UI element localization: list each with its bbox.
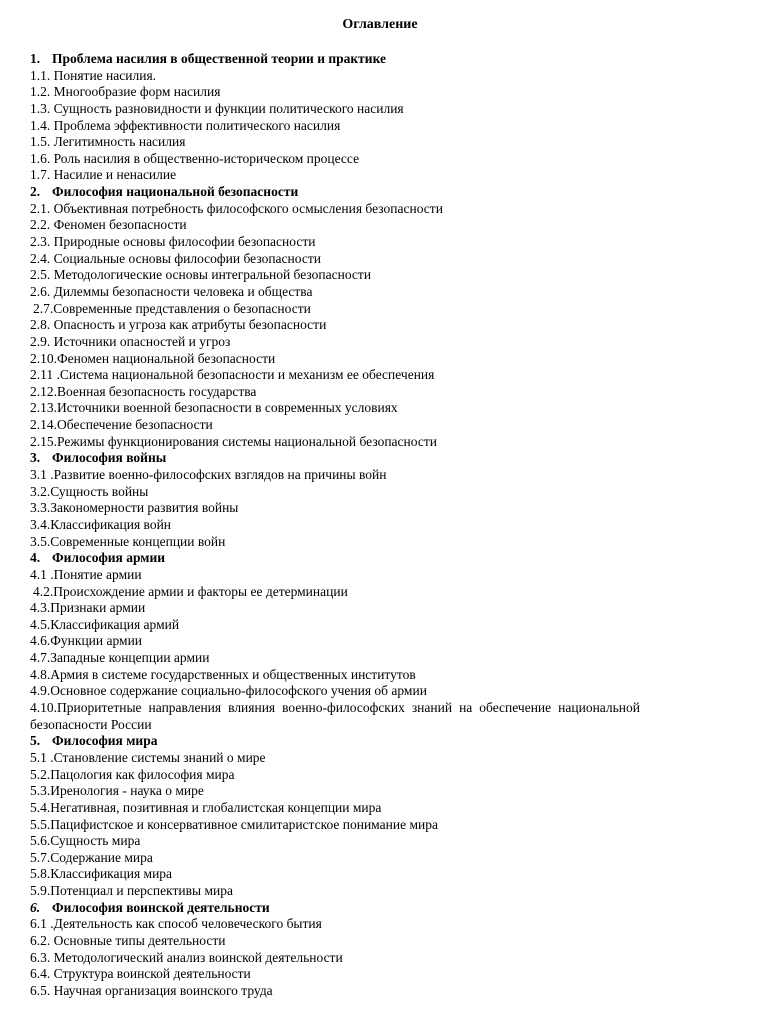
subsection-item: 4.8.Армия в системе государственных и общественных институтов: [30, 666, 416, 682]
table-of-contents: [30, 51, 640, 1000]
subsection-item: 6.5. Научная организация воинского труда: [30, 982, 273, 998]
subsection-item: 4.7.Западные концепции армии: [30, 650, 210, 666]
subsection-item: 3.3.Закономерности развития войны: [30, 500, 239, 516]
section-heading: [30, 733, 640, 750]
section-number: 2.: [30, 184, 41, 200]
subsection-item: 5.7.Содержание мира: [30, 849, 153, 865]
section-number: 4.: [30, 550, 41, 566]
subsection-item: 1.3. Сущность разновидности и функции политического насилия: [30, 100, 404, 116]
subsection-item: 4.9.Основное содержание социально-философского учения об армии: [30, 683, 427, 699]
subsection-item: 2.3. Природные основы философии безопасности: [30, 234, 316, 250]
subsection-item: 5.1 .Становление системы знаний о мире: [30, 749, 266, 765]
subsection-item: 5.4.Негативная, позитивная и глобалистская концепции мира: [30, 799, 382, 815]
subsection-item: 5.9.Потенциал и перспективы мира: [30, 883, 233, 899]
section-number: 3.: [30, 450, 41, 466]
subsection-item: 3.1 .Развитие военно-философских взглядов на причины войн: [30, 467, 387, 483]
section-heading: [30, 900, 640, 917]
subsection-item: 5.3.Иренология - наука о мире: [30, 783, 204, 799]
subsection-item: 2.11 .Система национальной безопасности и механизм ее обеспечения: [30, 367, 435, 383]
section-number: 1.: [30, 51, 41, 66]
section-number: 5.: [30, 733, 41, 749]
subsection-item: 2.14.Обеспечение безопасности: [30, 417, 213, 433]
section-title: Философия армии: [52, 550, 166, 566]
section-title: Философия войны: [52, 450, 167, 466]
subsection-item: 4.6.Функции армии: [30, 633, 143, 649]
subsection-item: 2.13.Источники военной безопасности в современных условиях: [30, 400, 398, 416]
subsection-item: 5.5.Пацифистское и консервативное смилитаристское понимание мира: [30, 816, 438, 832]
subsection-item: 2.12.Военная безопасность государства: [30, 383, 257, 399]
section-title: Философия мира: [52, 733, 158, 749]
subsection-item: 6.3. Методологический анализ воинской деятельности: [30, 949, 343, 965]
subsection-item: 2.7.Современные представления о безопасности: [33, 300, 311, 316]
subsection-item: 2.9. Источники опасностей и угроз: [30, 333, 231, 349]
subsection-item: 4.3.Признаки армии: [30, 600, 146, 616]
section-heading: [30, 550, 640, 567]
section-heading: [30, 51, 640, 68]
section-heading: [30, 184, 640, 201]
subsection-item: 2.1. Объективная потребность философского осмысления безопасности: [30, 200, 443, 216]
section-title: Философия национальной безопасности: [52, 184, 299, 200]
subsection-item: 4.5.Классификация армий: [30, 616, 180, 632]
subsection-item: 3.5.Современные концепции войн: [30, 533, 226, 549]
subsection-item: 3.2.Сущность войны: [30, 483, 149, 499]
subsection-item: 2.10.Феномен национальной безопасности: [30, 350, 276, 366]
subsection-item: 2.8. Опасность и угроза как атрибуты безопасности: [30, 317, 327, 333]
subsection-item: 2.5. Методологические основы интегральной безопасности: [30, 267, 372, 283]
section-heading: [30, 450, 640, 467]
section-title: Философия воинской деятельности: [52, 899, 270, 915]
subsection-item: 1.1. Понятие насилия.: [30, 67, 157, 83]
subsection-item: 3.4.Классификация войн: [30, 516, 172, 532]
subsection-item: 1.7. Насилие и ненасилие: [30, 167, 177, 183]
subsection-item: 2.2. Феномен безопасности: [30, 217, 187, 233]
subsection-item: 6.2. Основные типы деятельности: [30, 932, 226, 948]
subsection-item: 5.8.Классификация мира: [30, 866, 173, 882]
subsection-item: 5.2.Пацология как философия мира: [30, 766, 235, 782]
subsection-item: 1.5. Легитимность насилия: [30, 134, 186, 150]
subsection-item: 4.1 .Понятие армии: [30, 566, 142, 582]
subsection-item: 5.6.Сущность мира: [30, 833, 141, 849]
section-number: 6.: [30, 899, 41, 915]
subsection-item: 4.10.Приоритетные направления влияния военно-философских знаний на обеспечение национальной безопасности России: [30, 699, 640, 732]
section-title: Проблема насилия в общественной теории и практике: [52, 51, 387, 66]
subsection-item: 6.4. Структура воинской деятельности: [30, 966, 251, 982]
subsection-item: 1.4. Проблема эффективности политического насилия: [30, 117, 341, 133]
subsection-item: 2.15.Режимы функционирования системы национальной безопасности: [30, 433, 437, 449]
subsection-item: 6.1 .Деятельность как способ человеческого бытия: [30, 916, 322, 932]
document-title: Оглавление: [342, 17, 418, 32]
subsection-item: 2.6. Дилеммы безопасности человека и общества: [30, 283, 313, 299]
subsection-item: 4.2.Происхождение армии и факторы ее детерминации: [33, 583, 348, 599]
subsection-item: 2.4. Социальные основы философии безопасности: [30, 250, 321, 266]
subsection-item: 1.2. Многообразие форм насилия: [30, 84, 221, 100]
subsection-item: 1.6. Роль насилия в общественно-историческом процессе: [30, 150, 360, 166]
